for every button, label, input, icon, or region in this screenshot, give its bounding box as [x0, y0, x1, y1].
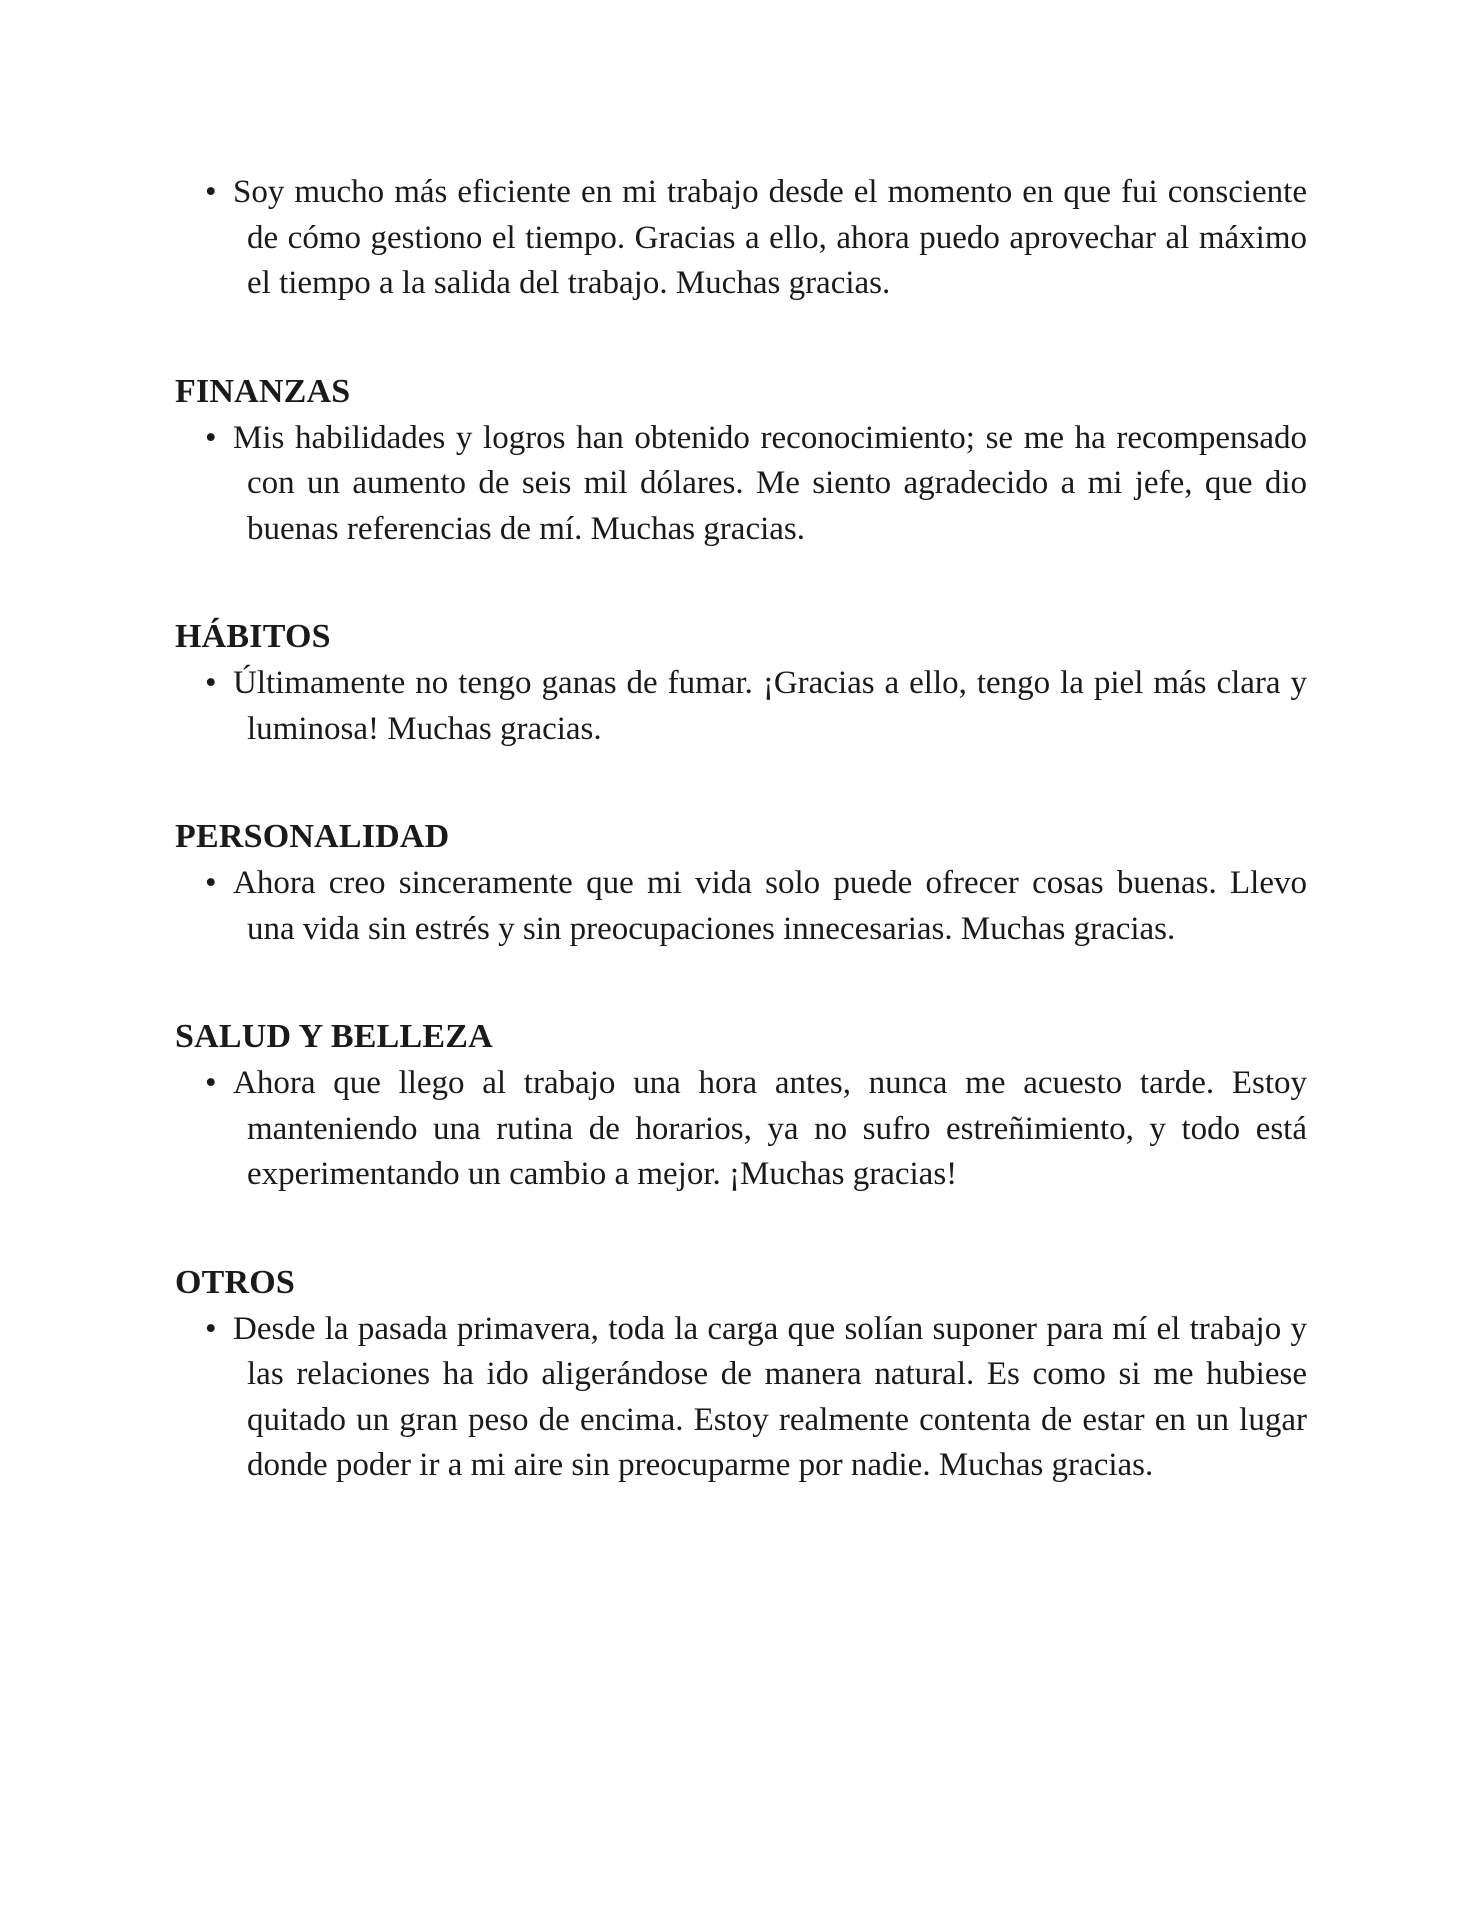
list-item [175, 170, 1307, 307]
section-heading: FINANZAS [175, 372, 351, 410]
bullet-icon: • [205, 174, 217, 210]
section-heading: HÁBITOS [175, 618, 331, 655]
bullet-icon: • [205, 865, 217, 901]
section-heading: PERSONALIDAD [175, 818, 450, 855]
list-item [175, 1307, 1307, 1489]
section-habitos [175, 615, 1307, 752]
list-item [175, 416, 1307, 553]
entry-text: Ahora que llego al trabajo una hora antes, nunca me acuesto tarde. Estoy manteniendo una rutina de horarios, ya no sufro estreñimiento, y todo está experimentando un cambio a mejor. ¡Muchas gracias! [233, 1065, 1307, 1192]
section-heading: OTROS [175, 1263, 296, 1301]
list-item [175, 861, 1307, 952]
section-personalidad [175, 815, 1307, 952]
entry-text: Últimamente no tengo ganas de fumar. ¡Gracias a ello, tengo la piel más clara y luminosa! Muchas gracias. [233, 665, 1307, 747]
list-item [175, 1061, 1307, 1198]
section-finanzas [175, 370, 1307, 553]
section-salud-y-belleza [175, 1015, 1307, 1198]
section-heading: SALUD Y BELLEZA [175, 1018, 493, 1055]
section-intro [175, 170, 1307, 307]
entry-text: Soy mucho más eficiente en mi trabajo desde el momento en que fui consciente de cómo gestiono el tiempo. Gracias a ello, ahora puedo aprovechar al máximo el tiempo a la salida del trabajo. Muchas gracias. [233, 174, 1307, 301]
section-otros [175, 1261, 1307, 1489]
entry-text: Desde la pasada primavera, toda la carga que solían suponer para mí el trabajo y las relaciones ha ido aligerándose de manera natural. Es como si me hubiese quitado un gran peso de encima. Estoy realmente contenta de estar en un lugar donde poder ir a mi aire sin preocuparme por nadie. Muchas gracias. [233, 1310, 1307, 1483]
bullet-icon: • [205, 665, 217, 701]
bullet-icon: • [205, 419, 217, 456]
bullet-icon: • [205, 1065, 217, 1101]
document-page [175, 170, 1307, 1552]
list-item [175, 661, 1307, 752]
bullet-icon: • [205, 1310, 217, 1347]
entry-text: Mis habilidades y logros han obtenido reconocimiento; se me ha recompensado con un aumento de seis mil dólares. Me siento agradecido a mi jefe, que dio buenas referencias de mí. Muchas gracias. [233, 419, 1307, 547]
entry-text: Ahora creo sinceramente que mi vida solo puede ofrecer cosas buenas. Llevo una vida sin estrés y sin preocupaciones innecesarias. Muchas gracias. [233, 865, 1307, 947]
